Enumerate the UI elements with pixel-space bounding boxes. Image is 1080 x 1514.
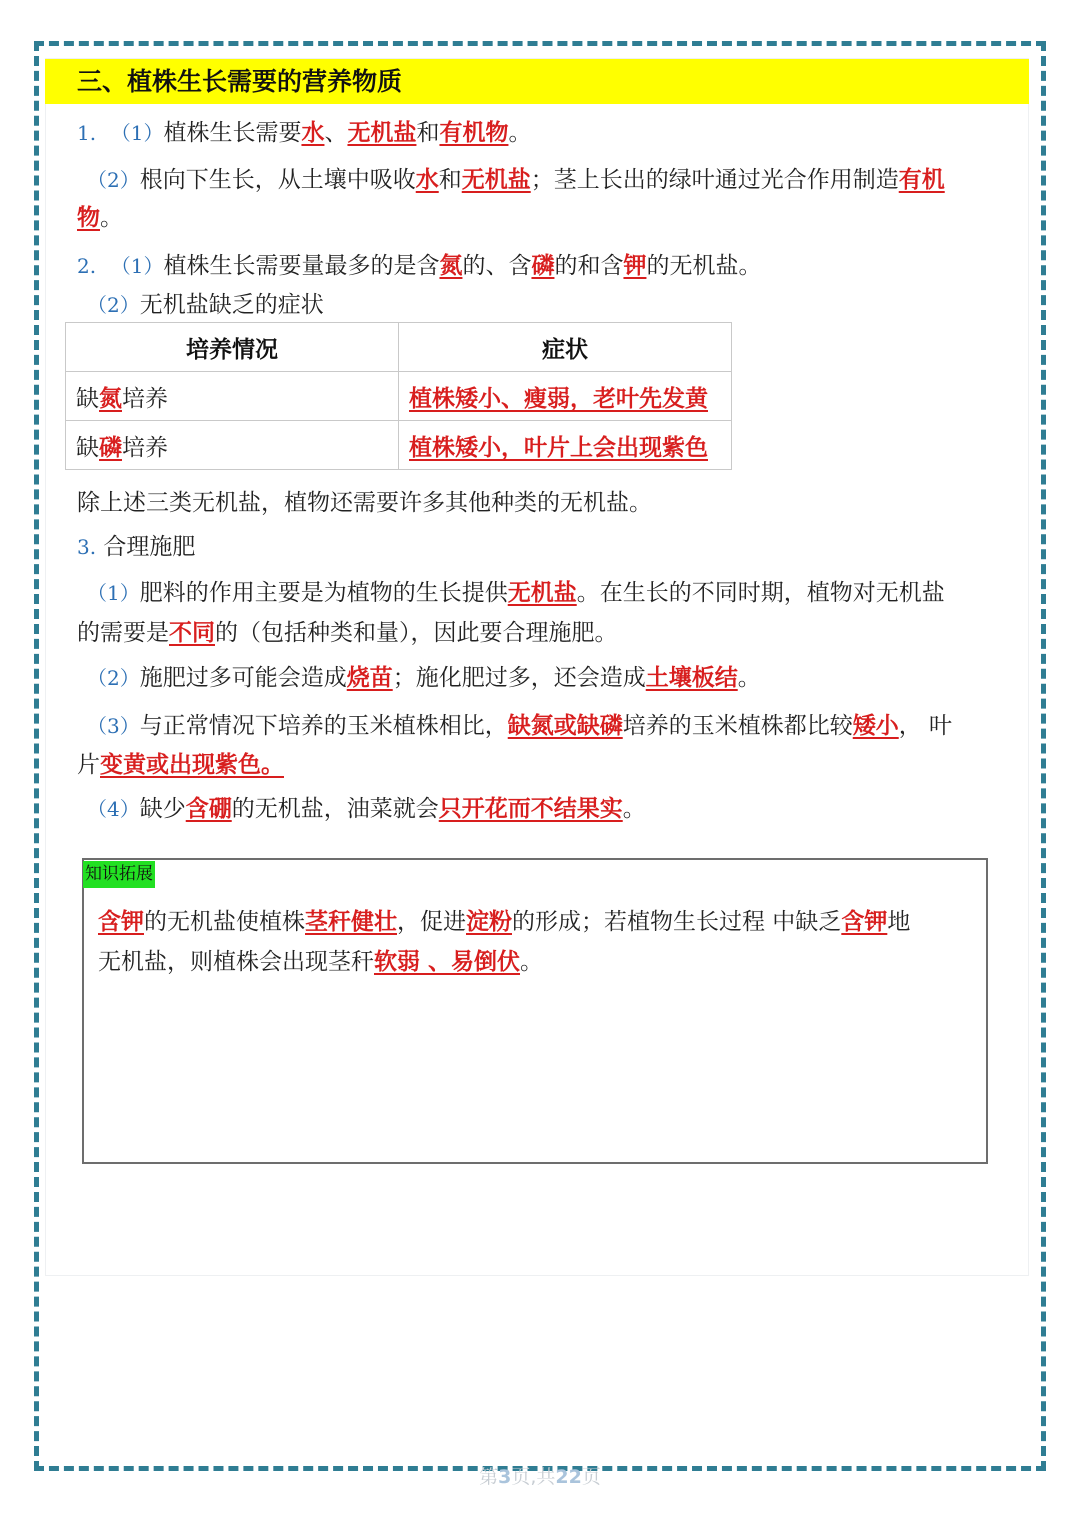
answer: 土壤板结 xyxy=(645,665,738,691)
text: 与正常情况下培养的玉米植株相比， xyxy=(139,713,508,739)
answer: 钾 xyxy=(623,253,647,279)
answer: 氮 xyxy=(439,253,463,279)
text: 页 xyxy=(581,1466,601,1488)
answer: 含钾 xyxy=(98,909,144,935)
text: 页,共 xyxy=(511,1466,556,1488)
text: 无机盐，则植株会出现茎秆 xyxy=(98,949,374,975)
answer: 植株矮小，叶片上会出现紫色 xyxy=(409,434,708,461)
answer: 烧苗 xyxy=(346,665,393,691)
item-number: 2. xyxy=(77,254,97,278)
paren-number: （2） xyxy=(87,666,140,690)
text: 的、含 xyxy=(462,253,532,279)
s3-p3-line2 xyxy=(77,750,284,780)
text: 片 xyxy=(77,752,100,778)
s3-heading xyxy=(77,532,195,562)
s2-note: 除上述三类无机盐，植物还需要许多其他种类的无机盐。 xyxy=(77,490,652,516)
text: 的无机盐，油菜就会 xyxy=(231,796,439,822)
text: 。 xyxy=(520,949,544,975)
knowledge-line1 xyxy=(98,907,910,937)
answer: 物 xyxy=(77,205,100,231)
knowledge-tag: 知识拓展 xyxy=(83,861,155,888)
text: 缺 xyxy=(76,434,99,461)
answer: 无机盐 xyxy=(347,120,417,146)
text: 。在生长的不同时期，植物对无机盐 xyxy=(576,580,945,606)
text: 根向下生长，从土壤中吸收 xyxy=(139,167,416,193)
table-cell xyxy=(66,372,399,421)
table-header: 培养情况 xyxy=(66,323,399,372)
answer: 含钾 xyxy=(841,909,888,935)
s1-p2-line1 xyxy=(87,165,945,195)
text: 。 xyxy=(622,796,646,822)
answer: 植株矮小、瘦弱，老叶先发黄 xyxy=(409,385,708,412)
s2-p2 xyxy=(87,290,324,320)
text: 的和含 xyxy=(554,253,624,279)
answer: 有机 xyxy=(898,167,945,193)
text: 肥料的作用主要是为植物的生长提供 xyxy=(139,580,508,606)
answer: 水 xyxy=(415,167,439,193)
answer: 茎秆健壮 xyxy=(305,909,397,935)
page-footer xyxy=(0,1462,1080,1489)
answer: 矮小 xyxy=(852,713,899,739)
paren-number: （2） xyxy=(87,168,140,192)
table-cell xyxy=(399,372,732,421)
text: 和 xyxy=(438,167,462,193)
text: 地 xyxy=(887,909,911,935)
text: 植株生长需要 xyxy=(163,120,302,146)
text: 无机盐缺乏的症状 xyxy=(139,292,324,318)
text: 的无机盐。 xyxy=(646,253,762,279)
s3-p2 xyxy=(87,663,761,693)
answer: 有机物 xyxy=(439,120,509,146)
paren-number: （1） xyxy=(87,581,140,605)
item-number: 1. xyxy=(77,121,97,145)
text: ，促进 xyxy=(397,909,466,935)
answer: 氮 xyxy=(99,385,122,412)
table-cell xyxy=(399,421,732,470)
text: ， 叶 xyxy=(898,713,953,739)
knowledge-box xyxy=(82,858,988,1164)
table-cell xyxy=(66,421,399,470)
s3-p3-line1 xyxy=(87,711,952,741)
deficiency-table xyxy=(65,322,732,470)
answer: 不同 xyxy=(169,620,215,646)
text: 。 xyxy=(508,120,532,146)
text: 的需要是 xyxy=(77,620,169,646)
text: 合理施肥 xyxy=(103,534,196,560)
paren-number: （4） xyxy=(87,797,140,821)
paren-number: （2） xyxy=(87,293,140,317)
text: 培养的玉米植株都比较 xyxy=(622,713,853,739)
text: 的无机盐使植株 xyxy=(144,909,305,935)
paren-number: （1） xyxy=(110,254,164,278)
text: ；茎上长出的绿叶通过光合作用制造 xyxy=(530,167,899,193)
table-header-row xyxy=(66,323,732,372)
answer: 变黄或出现紫色。 xyxy=(100,752,284,778)
page-total: 22 xyxy=(555,1466,582,1488)
text: 的（包括种类和量），因此要合理施肥。 xyxy=(215,620,618,646)
text: 。 xyxy=(737,665,761,691)
item-number: 3. xyxy=(77,535,97,559)
text: ；施化肥过多，还会造成 xyxy=(392,665,646,691)
s1-p1 xyxy=(77,118,531,148)
table-row xyxy=(66,421,732,470)
knowledge-line2 xyxy=(98,947,543,977)
s3-p4 xyxy=(87,794,646,824)
answer: 无机盐 xyxy=(507,580,577,606)
text: 第 xyxy=(479,1466,499,1488)
table-header: 症状 xyxy=(399,323,732,372)
text: 、 xyxy=(324,120,348,146)
s3-p1-line2 xyxy=(77,618,618,648)
text: 。 xyxy=(100,205,123,231)
text: 缺 xyxy=(76,385,99,412)
answer: 磷 xyxy=(99,434,122,461)
answer: 磷 xyxy=(531,253,555,279)
s2-p1 xyxy=(77,251,761,281)
text: 和 xyxy=(416,120,440,146)
answer: 无机盐 xyxy=(461,167,531,193)
text: 缺少 xyxy=(139,796,186,822)
text: 培养 xyxy=(122,434,168,461)
paren-number: （3） xyxy=(87,714,140,738)
table-row xyxy=(66,372,732,421)
text: 施肥过多可能会造成 xyxy=(139,665,347,691)
answer: 淀粉 xyxy=(466,909,512,935)
text: 植株生长需要量最多的是含 xyxy=(163,253,440,279)
paren-number: （1） xyxy=(110,121,164,145)
text: 的形成；若植物生长过程 中缺乏 xyxy=(512,909,842,935)
text: 培养 xyxy=(122,385,168,412)
page-number: 3 xyxy=(498,1466,512,1488)
s1-p2-line2 xyxy=(77,203,123,233)
s3-p1-line1 xyxy=(87,578,945,608)
answer: 缺氮或缺磷 xyxy=(507,713,623,739)
section-title: 三、植株生长需要的营养物质 xyxy=(45,59,1029,104)
answer: 只开花而不结果实 xyxy=(438,796,623,822)
answer: 软弱 、易倒伏 xyxy=(374,949,521,975)
answer: 含硼 xyxy=(185,796,232,822)
answer: 水 xyxy=(301,120,325,146)
